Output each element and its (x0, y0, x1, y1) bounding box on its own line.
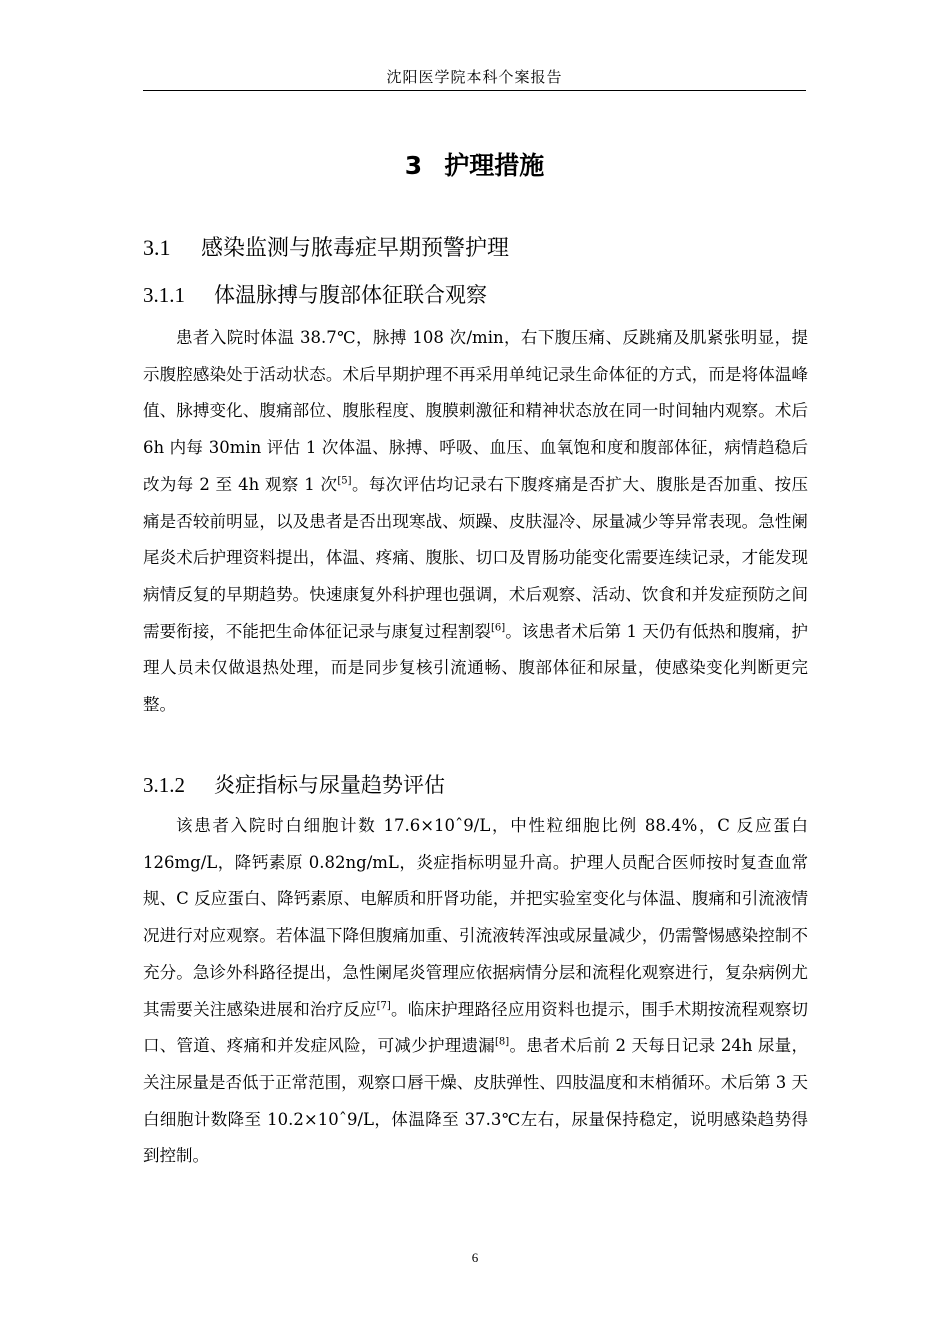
citation: [5] (337, 475, 352, 487)
subsection-number: 3.1.1 (143, 283, 185, 307)
citation: [6] (491, 622, 506, 634)
paragraph-text: 。患者术后前 2 天每日记录 24h 尿量，关注尿量是否低于正常范围，观察口唇干燥、皮肤弹性、四肢温度和末梢循环。术后第 3 天白细胞计数降至 10.2×10ˆ9/L，体温降至 37.3℃左右，尿量保持稳定，说明感染趋势得到控制。 (143, 1036, 809, 1166)
paragraph-3-1-2 (143, 808, 808, 1175)
paragraph-text: 。临床护理路径应用资料也提示，围手术期按流程观察切口、管道、疼痛和并发症风险，可减少护理遗漏 (143, 999, 809, 1056)
subsection-title: 炎症指标与尿量趋势评估 (214, 773, 445, 797)
citation: [8] (495, 1036, 510, 1048)
page-header (143, 68, 806, 91)
paragraph-text: 。每次评估均记录右下腹疼痛是否扩大、腹胀是否加重、按压痛是否较前明显，以及患者是否出现寒战、烦躁、皮肤湿冷、尿量减少等异常表现。急性阑尾炎术后护理资料提出，体温、疼痛、腹胀、切口及胃肠功能变化需要连续记录，才能发现病情反复的早期趋势。快速康复外科护理也强调，术后观察、活动、饮食和并发症预防之间需要衔接，不能把生命体征记录与康复过程割裂 (143, 474, 809, 641)
paragraph-text: 患者入院时体温 38.7℃，脉搏 108 次/min，右下腹压痛、反跳痛及肌紧张明显，提示腹腔感染处于活动状态。术后早期护理不再采用单纯记录生命体征的方式，而是将体温峰值、脉搏变化、腹痛部位、腹胀程度、腹膜刺激征和精神状态放在同一时间轴内观察。术后 6h 内每 30min 评估 1 次体温、脉搏、呼吸、血压、血氧饱和度和腹部体征，病情趋稳后改为每 2 至 4h 观察 1 次 (143, 328, 808, 494)
paragraph-text: 。该患者术后第 1 天仍有低热和腹痛，护理人员未仅做退热处理，而是同步复核引流通畅、腹部体征和尿量，使感染变化判断更完整。 (143, 621, 809, 715)
chapter-title-text: 护理措施 (444, 151, 545, 180)
section-heading-3-1-1 (143, 280, 487, 310)
paragraph-3-1-1 (143, 320, 808, 724)
citation: [7] (376, 1000, 391, 1012)
subsection-title: 体温脉搏与腹部体征联合观察 (214, 283, 487, 307)
chapter-title (143, 146, 806, 186)
section-heading-3-1-2 (143, 770, 445, 800)
header-title: 沈阳医学院本科个案报告 (386, 68, 563, 86)
section-number: 3.1 (143, 235, 171, 260)
chapter-number: 3 (404, 151, 423, 180)
page-number: 6 (471, 1250, 479, 1265)
section-heading-3-1 (143, 232, 509, 265)
subsection-number: 3.1.2 (143, 773, 185, 797)
paragraph-text: 该患者入院时白细胞计数 17.6×10ˆ9/L，中性粒细胞比例 88.4%，C 反应蛋白 126mg/L，降钙素原 0.82ng/mL，炎症指标明显升高。护理人员配合医师按时复查血常规、C 反应蛋白、降钙素原、电解质和肝肾功能，并把实验室变化与体温、腹痛和引流液情况进行对应观察。若体温下降但腹痛加重、引流液转浑浊或尿量减少，仍需警惕感染控制不充分。急诊外科路径提出，急性阑尾炎管理应依据病情分层和流程化观察进行，复杂病例尤其需要关注感染进展和治疗反应 (143, 816, 808, 1019)
section-title: 感染监测与脓毒症早期预警护理 (201, 236, 510, 261)
